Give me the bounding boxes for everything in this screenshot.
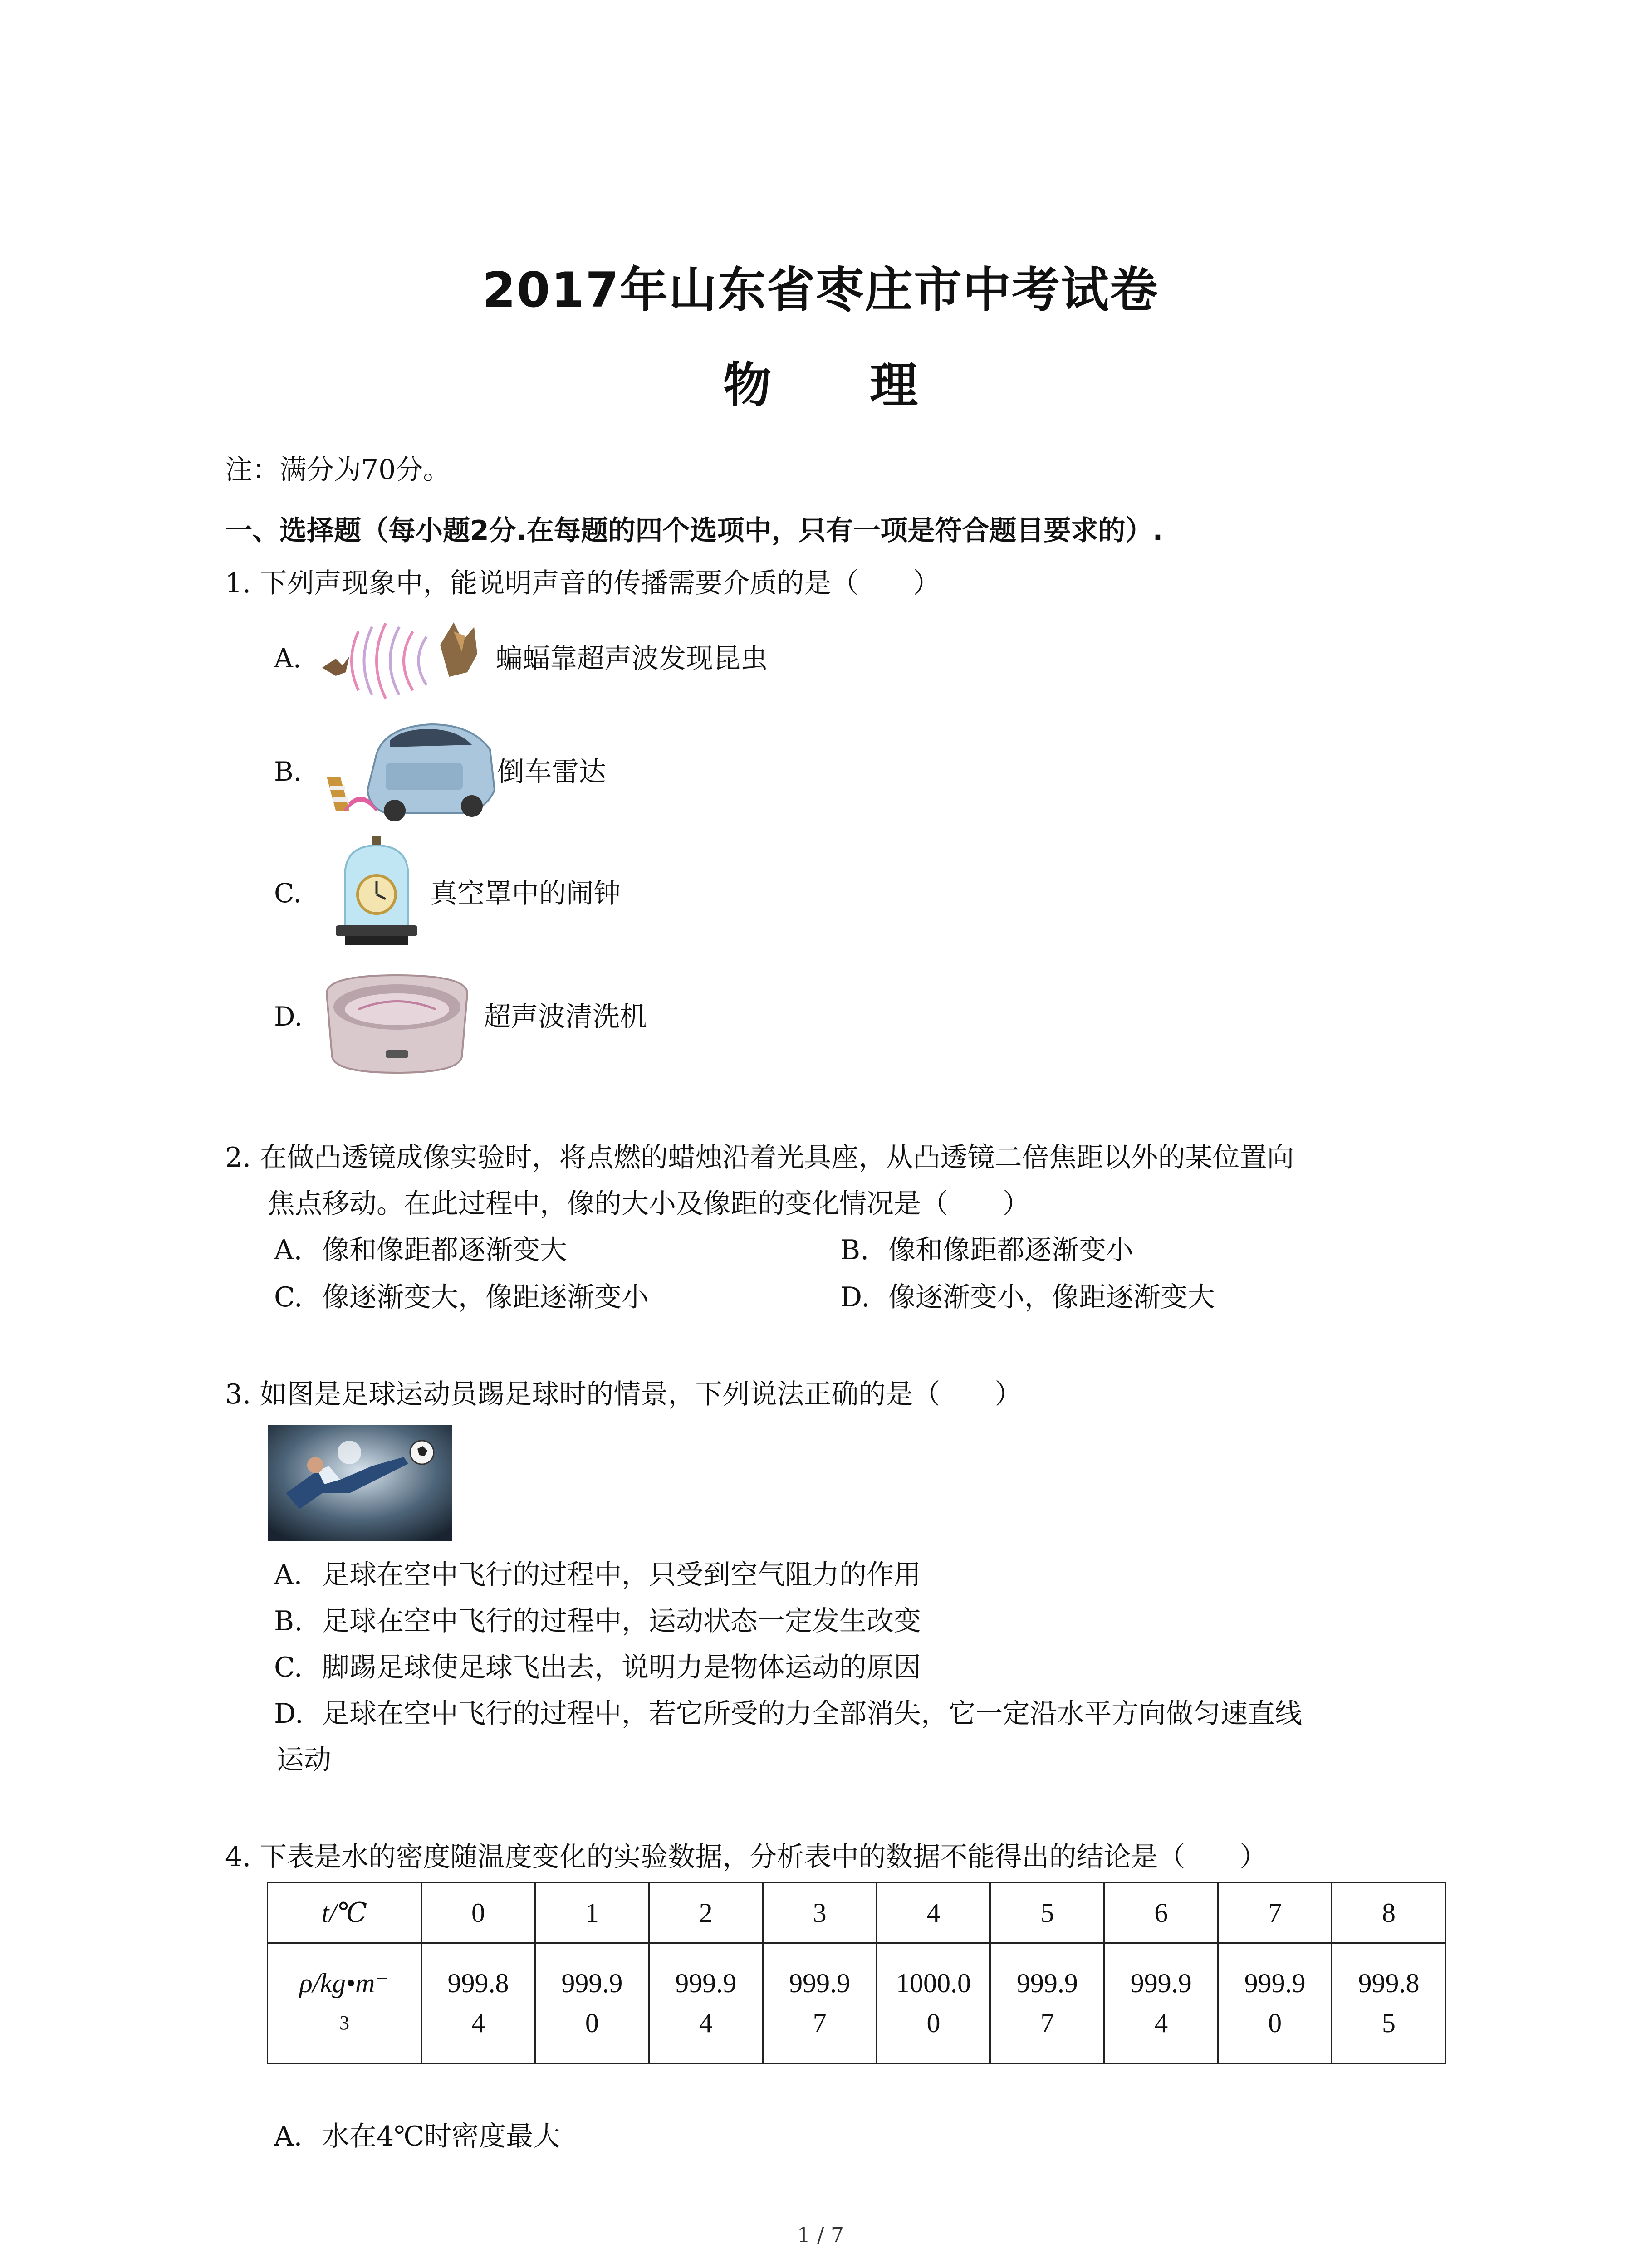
density-table	[267, 1882, 1446, 2064]
density-cell: 1000.0 0	[877, 1943, 990, 2063]
density-cell: 999.8 4	[421, 1943, 535, 2063]
q4-stem: 4. 下表是水的密度随温度变化的实验数据，分析表中的数据不能得出的结论是（ ）	[225, 1841, 1267, 1873]
q4-option-a-text: 水在4℃时密度最大	[322, 2121, 561, 2152]
q3-option-a-label: A.	[274, 1559, 303, 1591]
density-cell: 999.9 7	[763, 1943, 877, 2063]
bell-jar-alarm-clock-icon	[331, 836, 422, 949]
q1-option-c-label: C.	[274, 878, 302, 909]
q3-option-d-label: D.	[274, 1698, 304, 1730]
q2-option-a-text: 像和像距都逐渐变大	[322, 1234, 567, 1266]
q1-option-b-text: 倒车雷达	[497, 756, 606, 788]
density-cell: 999.9 4	[649, 1943, 763, 2063]
q3-option-c-text: 脚踢足球使足球飞出去，说明力是物体运动的原因	[322, 1652, 921, 1683]
q2-stem-line1: 2. 在做凸透镜成像实验时，将点燃的蜡烛沿着光具座，从凸透镜二倍焦距以外的某位置向	[225, 1142, 1294, 1173]
q2-option-b-label: B.	[840, 1234, 869, 1266]
temperature-cell: 3	[763, 1882, 877, 1943]
temperature-cell: 4	[877, 1882, 990, 1943]
temperature-cell: 6	[1104, 1882, 1218, 1943]
q1-option-b-label: B.	[274, 756, 302, 787]
q1-option-a-label: A.	[274, 643, 302, 674]
subject-title: 物 理	[723, 357, 959, 413]
temperature-cell: 7	[1218, 1882, 1332, 1943]
q3-option-d-continuation: 运动	[277, 1744, 331, 1776]
density-cell: 999.8 5	[1332, 1943, 1446, 2063]
q2-option-d-label: D.	[840, 1281, 870, 1313]
temperature-row	[268, 1882, 1446, 1943]
q3-option-b-label: B.	[274, 1605, 303, 1637]
q2-stem-line2: 焦点移动。在此过程中，像的大小及像距的变化情况是（ ）	[268, 1188, 1030, 1220]
score-note: 注：满分为70分。	[225, 454, 451, 486]
density-row	[268, 1943, 1446, 2063]
q2-option-b-text: 像和像距都逐渐变小	[888, 1234, 1133, 1266]
q3-option-d-text: 足球在空中飞行的过程中，若它所受的力全部消失，它一定沿水平方向做匀速直线	[322, 1698, 1302, 1730]
temperature-cell: 5	[990, 1882, 1104, 1943]
bat-ultrasound-icon	[318, 613, 490, 709]
car-reverse-radar-icon	[318, 713, 499, 826]
ultrasonic-cleaner-icon	[318, 966, 476, 1080]
q1-stem: 1. 下列声现象中，能说明声音的传播需要介质的是（ ）	[225, 567, 941, 599]
density-cell: 999.9 0	[535, 1943, 649, 2063]
section-heading: 一、选择题（每小题2分.在每题的四个选项中，只有一项是符合题目要求的）.	[225, 515, 1163, 547]
q2-option-c-text: 像逐渐变大，像距逐渐变小	[322, 1281, 649, 1313]
temperature-cell: 8	[1332, 1882, 1446, 1943]
density-cell: 999.9 0	[1218, 1943, 1332, 2063]
density-header: ρ/kg•m⁻ 3	[268, 1943, 421, 2063]
q1-option-d-label: D.	[274, 1001, 303, 1032]
density-cell: 999.9 7	[990, 1943, 1104, 2063]
q2-option-a-label: A.	[274, 1234, 303, 1266]
q1-option-a-text: 蝙蝠靠超声波发现昆虫	[495, 643, 768, 675]
q1-option-c-text: 真空罩中的闹钟	[430, 878, 621, 909]
page-number: 1 / 7	[797, 2223, 844, 2247]
soccer-player-kick-icon	[268, 1425, 452, 1541]
temperature-cell: 0	[421, 1882, 535, 1943]
temperature-cell: 1	[535, 1882, 649, 1943]
q3-option-c-label: C.	[274, 1652, 303, 1683]
density-cell: 999.9 4	[1104, 1943, 1218, 2063]
temperature-header: t/℃	[268, 1882, 421, 1943]
q3-stem: 3. 如图是足球运动员踢足球时的情景，下列说法正确的是（ ）	[225, 1378, 1022, 1410]
q3-option-a-text: 足球在空中飞行的过程中，只受到空气阻力的作用	[322, 1559, 921, 1591]
exam-title: 2017年山东省枣庄市中考试卷	[482, 262, 1159, 318]
q3-option-b-text: 足球在空中飞行的过程中，运动状态一定发生改变	[322, 1605, 921, 1637]
q2-option-d-text: 像逐渐变小，像距逐渐变大	[888, 1281, 1215, 1313]
temperature-cell: 2	[649, 1882, 763, 1943]
q4-option-a-label: A.	[274, 2121, 303, 2152]
q2-option-c-label: C.	[274, 1281, 303, 1313]
q1-option-d-text: 超声波清洗机	[484, 1001, 647, 1033]
